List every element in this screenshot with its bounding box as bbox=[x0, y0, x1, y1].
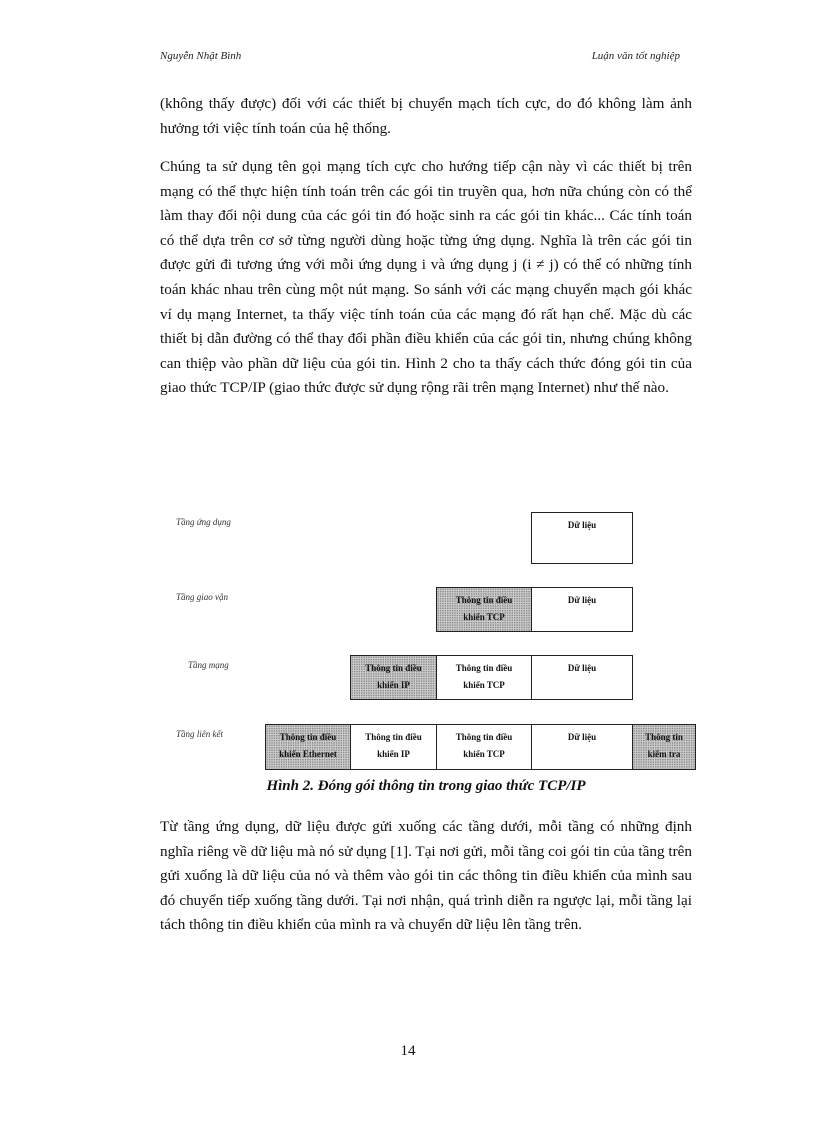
tcp-header-label-2: khiển TCP bbox=[463, 612, 505, 622]
checksum-label-1: Thông tin bbox=[645, 732, 683, 742]
ip-header-label-1: Thông tin điều bbox=[365, 663, 422, 673]
link-ethernet-header-cell bbox=[265, 724, 351, 770]
app-data-cell bbox=[531, 512, 633, 564]
network-data-cell bbox=[531, 655, 633, 700]
link-ip-label-2: khiển IP bbox=[377, 749, 410, 759]
paragraph-2: Chúng ta sử dụng tên gọi mạng tích cực cho hướng tiếp cận này vì các thiết bị trên mạng có thể thực hiện tính toán trên các gói tin truyền qua, hơn nữa chúng còn có thể làm thay đổi nội dung của các gói tin đó hoặc sinh ra các gói tin khác... Các tính toán có thể dựa trên cơ sở từng người dùng hoặc từng ứng dụng. Nghĩa là trên các gói tin được gửi đi tương ứng với mỗi ứng dụng i và ứng dụng j (i ≠ j) có thể có những tính toán khác nhau trên cùng một nút mạng. So sánh với các mạng chuyển mạch gói khác ví dụ mạng Internet, ta thấy việc tính toán của các mạng đó rất hạn chế. Mặc dù các thiết bị dẫn đường có thể thay đổi phần điều khiển của các gói tin, nhưng chúng không can thiệp vào phần dữ liệu của gói tin. Hình 2 cho ta thấy cách thức đóng gói tin của giao thức TCP/IP (giao thức được sử dụng rộng rãi trên mạng Internet) như thế nào. bbox=[160, 158, 692, 397]
app-data-label: Dữ liệu bbox=[567, 520, 597, 530]
header-author: Nguyễn Nhật Bình bbox=[160, 50, 242, 62]
ethernet-header-label-2: khiển Ethernet bbox=[279, 749, 337, 759]
paragraph-1: (không thấy được) đối với các thiết bị chuyển mạch tích cực, do đó không làm ảnh hưởng tới việc tính toán của hệ thống. bbox=[160, 95, 692, 137]
network-ip-header-cell bbox=[350, 655, 437, 700]
network-tcp-header-cell bbox=[436, 655, 532, 700]
header-title: Luận văn tốt nghiệp bbox=[591, 50, 680, 62]
paragraph-3: Từ tầng ứng dụng, dữ liệu được gửi xuống các tầng dưới, mỗi tầng có những định nghĩa riêng về dữ liệu mà nó sử dụng [1]. Tại nơi gửi, mỗi tầng coi gói tin của tầng trên gửi xuống là dữ liệu của nó và thêm vào gói tin các thông tin điều khiển của mình sau đó chuyển tiếp xuống tầng dưới. Tại nơi nhận, quá trình diễn ra ngược lại, mỗi tầng lại tách thông tin điều khiển của mình ra và chuyển dữ liệu lên tầng trên. bbox=[160, 818, 692, 934]
tcp-header-label-1: Thông tin điều bbox=[455, 595, 513, 605]
link-checksum-cell bbox=[632, 724, 696, 770]
network-tcp-label-2: khiển TCP bbox=[463, 680, 505, 690]
ethernet-header-label-1: Thông tin điều bbox=[279, 732, 337, 742]
link-tcp-label-1: Thông tin điều bbox=[455, 732, 513, 742]
layer-label-network: Tầng mạng bbox=[188, 660, 229, 670]
network-data-label: Dữ liệu bbox=[567, 663, 597, 673]
link-tcp-header-cell bbox=[436, 724, 532, 770]
link-tcp-label-2: khiển TCP bbox=[463, 749, 505, 759]
transport-tcp-header-cell bbox=[436, 587, 532, 632]
layer-label-transport: Tầng giao vận bbox=[176, 592, 229, 602]
page-number: 14 bbox=[400, 1043, 416, 1059]
figure-caption: Hình 2. Đóng gói thông tin trong giao thức TCP/IP bbox=[266, 778, 586, 794]
network-tcp-label-1: Thông tin điều bbox=[455, 663, 513, 673]
checksum-label-2: kiểm tra bbox=[647, 749, 681, 759]
link-ip-header-cell bbox=[350, 724, 437, 770]
link-data-cell bbox=[531, 724, 633, 770]
layer-label-application: Tầng ứng dụng bbox=[176, 517, 231, 527]
transport-data-label: Dữ liệu bbox=[567, 595, 597, 605]
link-ip-label-1: Thông tin điều bbox=[365, 732, 422, 742]
layer-label-link: Tầng liên kết bbox=[176, 729, 223, 739]
ip-header-label-2: khiển IP bbox=[377, 680, 410, 690]
link-data-label: Dữ liệu bbox=[567, 732, 597, 742]
transport-data-cell bbox=[531, 587, 633, 632]
